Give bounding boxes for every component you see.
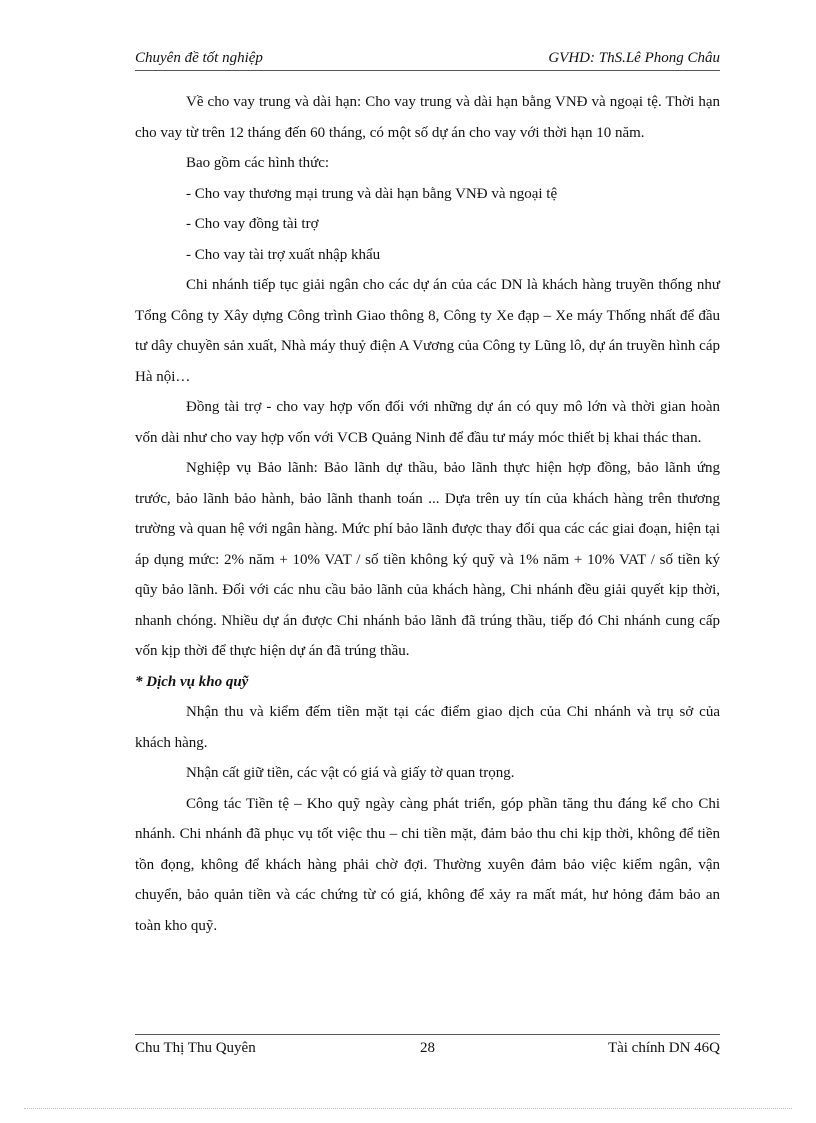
paragraph-cash-collection: Nhận thu và kiểm đếm tiền mặt tại các điểm giao dịch của Chi nhánh và trụ sở của khách hàng. — [135, 704, 720, 751]
paragraph-guarantees: Nghiệp vụ Bảo lãnh: Bảo lãnh dự thầu, bảo lãnh thực hiện hợp đồng, bảo lãnh ứng trước, bảo lãnh bảo hành, bảo lãnh thanh toán ... Dựa trên uy tín của khách hàng trên thương trường và quan hệ với ngân hàng. Mức phí bảo lãnh được thay đổi qua các các giai đoạn, hiện tại áp dụng mức: 2% năm + 10% VAT / số tiền không ký quỹ và 1% năm + 10% VAT / số tiền ký qũy bảo lãnh. Đối với các nhu cầu bảo lãnh của khách hàng, Chi nhánh đều giải quyết kịp thời, nhanh chóng. Nhiều dự án được Chi nhánh bảo lãnh đã trúng thầu, tiếp đó Chi nhánh cung cấp vốn kịp thời để thực hiện dự án đã trúng thầu. — [135, 460, 720, 659]
header-supervisor: GVHD: ThS.Lê Phong Châu — [548, 50, 720, 66]
section-heading-treasury: * Dịch vụ kho quỹ — [135, 673, 249, 690]
footer-class: Tài chính DN 46Q — [607, 1040, 720, 1056]
paragraph-forms-intro: Bao gồm các hình thức: — [186, 155, 330, 171]
footer-page-number: 28 — [420, 1040, 435, 1056]
list-item-co-financing: - Cho vay đồng tài trợ — [186, 216, 319, 232]
footer-author: Chu Thị Thu Quyên — [135, 1040, 256, 1056]
list-item-commercial-loans: - Cho vay thương mại trung và dài hạn bằng VNĐ và ngoại tệ — [186, 185, 558, 202]
document-body — [135, 87, 720, 941]
paragraph-disbursement: Chi nhánh tiếp tục giải ngân cho các dự án của các DN là khách hàng truyền thống như Tổng Công ty Xây dựng Công trình Giao thông 8, Công ty Xe đạp – Xe máy Thống nhất để đầu tư dây chuyền sản xuất, Nhà máy thuỷ điện A Vương của Công ty Lũng lô, dự án truyền hình cáp Hà nội… — [135, 277, 720, 385]
paragraph-long-term-loans: Về cho vay trung và dài hạn: Cho vay trung và dài hạn bằng VNĐ và ngoại tệ. Thời hạn cho vay từ trên 12 tháng đến 60 tháng, có một số dự án cho vay với thời hạn 10 năm. — [135, 94, 720, 141]
paragraph-treasury-work: Công tác Tiền tệ – Kho quỹ ngày càng phát triển, góp phần tăng thu đáng kể cho Chi nhánh. Chi nhánh đã phục vụ tốt việc thu – chi tiền mặt, đảm bảo thu chi kịp thời, không để tiền tồn đọng, không để khách hàng phải chờ đợi. Thường xuyên đảm bảo việc kiểm ngân, vận chuyển, bảo quản tiền và các chứng từ có giá, không để xảy ra mất mát, hư hỏng đảm bảo an toàn kho quỹ. — [135, 795, 720, 934]
page-footer — [135, 1034, 720, 1061]
page-edge-divider — [24, 1108, 792, 1109]
paragraph-safekeeping: Nhận cất giữ tiền, các vật có giá và giấy tờ quan trọng. — [186, 765, 515, 781]
page-header — [135, 50, 720, 71]
list-item-import-export: - Cho vay tài trợ xuất nhập khẩu — [186, 246, 381, 263]
header-document-title: Chuyên đề tốt nghiệp — [135, 50, 263, 66]
paragraph-syndicated-loans: Đồng tài trợ - cho vay hợp vốn đối với những dự án có quy mô lớn và thời gian hoàn vốn dài như cho vay hợp vốn với VCB Quảng Ninh để đầu tư máy móc thiết bị khai thác than. — [135, 399, 720, 446]
